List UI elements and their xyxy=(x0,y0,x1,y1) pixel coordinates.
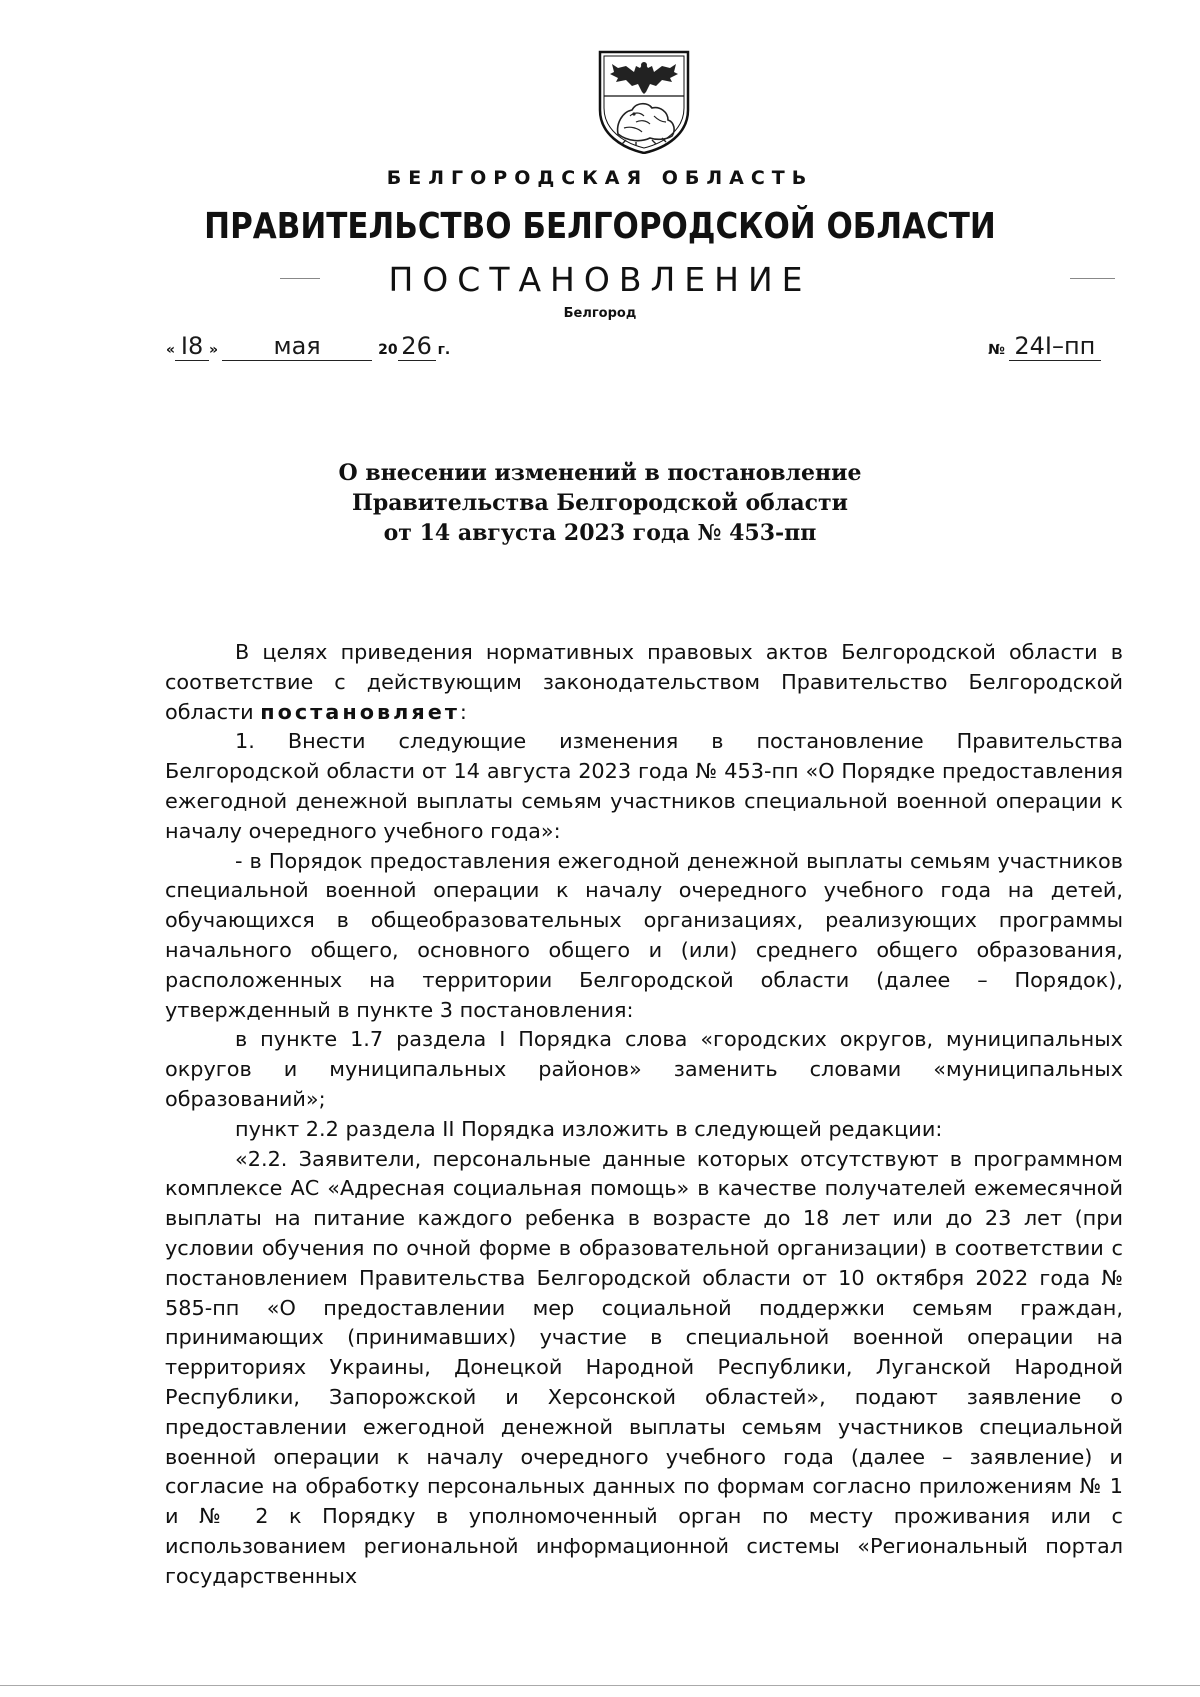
date-year-suffix: 26 xyxy=(398,332,436,361)
preamble-colon: : xyxy=(459,699,467,724)
paragraph-clause-1-7: в пункте 1.7 раздела I Порядка слова «городских округов, муниципальных округов и муниципальных районов» заменить словами «муниципальных образований»; xyxy=(165,1027,1123,1111)
date-day: I8 xyxy=(175,332,209,361)
subject-line-3: от 14 августа 2023 года № 453-пп xyxy=(383,520,817,546)
subject-line-2: Правительства Белгородской области xyxy=(352,490,848,516)
document-subject xyxy=(0,458,1200,548)
document-type: ПОСТАНОВЛЕНИЕ xyxy=(388,260,812,299)
paragraph-item-1: 1. Внести следующие изменения в постановление Правительства Белгородской области от 14 августа 2023 года № 453-пп «О Порядке предоставления ежегодной денежной выплаты семьям участников специальной военной операции к началу очередного учебного года»: xyxy=(165,729,1123,843)
date-close-quote: » xyxy=(209,342,219,358)
document-number xyxy=(988,332,1138,362)
scan-artifact xyxy=(0,1685,1200,1686)
decrees-word: постановляет xyxy=(260,699,460,724)
belgorod-coat-of-arms-icon xyxy=(596,50,692,154)
region-name: БЕЛГОРОДСКАЯ ОБЛАСТЬ xyxy=(386,167,814,189)
date-line xyxy=(166,332,496,362)
document-body xyxy=(165,638,1123,1592)
number-label: № xyxy=(988,342,1005,358)
scan-artifact xyxy=(280,278,320,279)
city-name: Белгород xyxy=(563,306,637,321)
paragraph-clause-2-2-text: «2.2. Заявители, персональные данные которых отсутствуют в программном комплексе АС «Адресная социальная помощь» в качестве получателей ежемесячной выплаты на питание каждого ребенка в возрасте до 18 лет или до 23 лет (при условии обучения по очной форме в образовательной организации) в соответствии с постановлением Правительства Белгородской области от 10 октября 2022 года № 585-пп «О предоставлении мер социальной поддержки семьям граждан, принимающих (принимавших) участие в специальной военной операции на территориях Украины, Донецкой Народной Республики, Луганской Народной Республики, Запорожской и Херсонской областей», подают заявление о предоставлении ежегодной денежной выплаты семьям участников специальной военной операции к началу очередного учебного года (далее – заявление) и согласие на обработку персональных данных по формам согласно приложениям № 1 и № 2 к Порядку в уполномоченный орган по месту проживания или с использованием региональной информационной системы «Региональный портал государственных xyxy=(165,1146,1123,1588)
date-year-prefix: 20 xyxy=(378,342,398,358)
subject-line-1: О внесении изменений в постановление xyxy=(338,460,862,486)
government-title: ПРАВИТЕЛЬСТВО БЕЛГОРОДСКОЙ ОБЛАСТИ xyxy=(204,206,996,247)
preamble-text: В целях приведения нормативных правовых актов Белгородской области в соответствие с действующим законодательством Правительство Белгородской области xyxy=(165,640,1123,724)
scan-artifact xyxy=(1070,278,1115,279)
paragraph-clause-2-2-intro: пункт 2.2 раздела II Порядка изложить в следующей редакции: xyxy=(235,1116,943,1141)
date-open-quote: « xyxy=(166,342,176,358)
date-year-mark: г. xyxy=(437,342,451,358)
date-month: мая xyxy=(222,332,372,361)
number-value: 24I–пп xyxy=(1009,332,1101,361)
paragraph-preamble xyxy=(165,638,1123,727)
paragraph-amendment-procedure: - в Порядок предоставления ежегодной денежной выплаты семьям участников специальной военной операции к началу очередного учебного года на детей, обучающихся в общеобразовательных организациях, реализующих программы начального общего, основного общего и (или) среднего общего образования, расположенных на территории Белгородской области (далее – Порядок), утвержденный в пункте 3 постановления: xyxy=(165,848,1123,1022)
